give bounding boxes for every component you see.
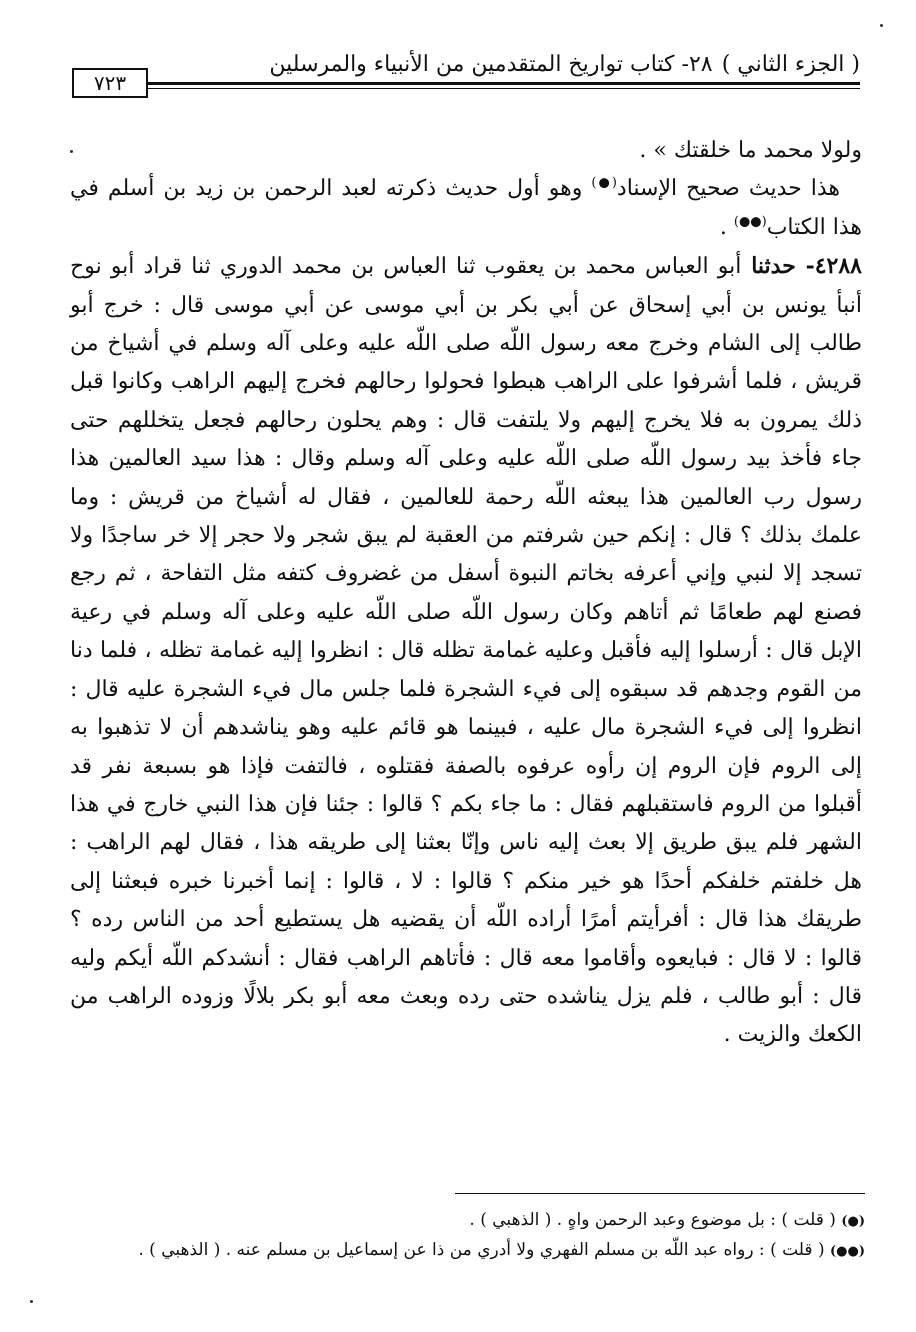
scan-speck (30, 1300, 33, 1303)
grading-text-1: هذا حديث صحيح الإسناد (616, 176, 840, 202)
hadith-4288 (70, 247, 862, 1055)
footnote-text-1: ( قلت ) : بل موضوع وعبد الرحمن واهٍ . ( الذهبي ) . (469, 1210, 836, 1230)
footnote-marker-1: (●) (841, 1214, 865, 1229)
header-rule-thin (148, 88, 860, 89)
footnote-ref-1: (●) (591, 176, 617, 192)
main-text (70, 132, 862, 1055)
footnote-text-2: ( قلت ) : رواه عبد اللّه بن مسلم الفهري ولا أدري من ذا عن إسماعيل بن مسلم عنه . ( الذهبي ) . (138, 1240, 825, 1260)
footnote-rule (455, 1193, 865, 1194)
header-rule (148, 82, 860, 85)
grading-text-2: وهو أول حديث ذكرته لعبد الرحمن بن زيد بن أسلم في هذا الكتاب (70, 176, 862, 240)
footnote-marker-2: (●●) (830, 1244, 865, 1259)
scan-speck (880, 24, 883, 27)
volume-label: ( الجزء الثاني ) (721, 52, 860, 77)
footnote-ref-2: (●●) (733, 214, 767, 230)
footnote-1 (60, 1206, 865, 1236)
paragraph-closing-quote: ولولا محمد ما خلقتك » . (639, 138, 862, 163)
hadith-number: ٤٢٨٨- حدثنا (741, 253, 862, 280)
footnotes (60, 1206, 865, 1266)
grading-text-3: . (719, 214, 734, 240)
scan-speck (70, 150, 73, 153)
footnote-2 (60, 1236, 865, 1266)
page-number: ٧٢٣ (72, 68, 148, 98)
paragraph-grading (70, 170, 862, 247)
running-header (62, 52, 870, 108)
hadith-text: أبو العباس محمد بن يعقوب ثنا العباس بن محمد الدوري ثنا قراد أبو نوح أنبأ يونس بن أبي إسحاق عن أبي بكر بن أبي موسى عن أبي موسى قال : خرج أبو طالب إلى الشام وخرج معه رسول اللّه صلى اللّه عليه وعلى آله وسلم في أشياخ من قريش ، فلما أشرفوا على الراهب هبطوا فحولوا رحالهم فخرج إليهم الراهب وكانوا قبل ذلك يمرون به فلا يخرج إليهم ولا يلتفت قال : وهم يحلون رحالهم فجعل يتخللهم حتى جاء فأخذ بيد رسول اللّه صلى اللّه عليه وعلى آله وسلم وقال : هذا سيد العالمين هذا رسول رب العالمين هذا يبعثه اللّه رحمة للعالمين ، فقال له أشياخ من قريش : وما علمك بذلك ؟ قال : إنكم حين شرفتم من العقبة لم يبق شجر ولا حجر إلا خر ساجدًا ولا تسجد إلا لنبي وإني أعرفه بخاتم النبوة أسفل من غضروف كتفه مثل التفاحة ، ثم رجع فصنع لهم طعامًا ثم أتاهم وكان رسول اللّه صلى اللّه عليه وعلى آله وسلم في رعية الإبل قال : أرسلوا إليه فأقبل وعليه غمامة تظله قال : انظروا إليه غمامة تظله ، فلما دنا من القوم وجدهم قد سبقوه إلى فيء الشجرة فلما جلس مال فيء الشجرة عليه قال : انظروا إلى فيء الشجرة مال عليه ، فبينما هو قائم عليه وهو يناشدهم أن لا تذهبوا به إلى الروم فإن الروم إن رأوه عرفوه بالصفة فقتلوه ، فالتفت فإذا هو بسبعة نفر قد أقبلوا من الروم فاستقبلهم فقال : ما جاء بكم ؟ قالوا : جئنا فإن هذا النبي خارج في هذا الشهر فلم يبق طريق إلا بعث إليه ناس وإنّا بعثنا إلى طريقه هذا ، فقال لهم الراهب : هل خلفتم خلفكم أحدًا هو خير منكم ؟ قالوا : لا ، قالوا : إنما أخبرنا خبره فبعثنا إلى طريقك هذا قال : أفرأيتم أمرًا أراده اللّه أن يقضيه هل يستطيع أحد من الناس رده ؟ قالوا : لا قال : فبايعوه وأقاموا معه قال : فأتاهم الراهب فقال : أنشدكم اللّه أيكم وليه قال : أبو طالب ، فلم يزل يناشده حتى رده وبعث معه أبو بكر بلالًا وزوده الراهب من الكعك والزيت . (70, 254, 862, 1048)
chapter-title: ٢٨- كتاب تواريخ المتقدمين من الأنبياء والمرسلين (269, 52, 713, 77)
